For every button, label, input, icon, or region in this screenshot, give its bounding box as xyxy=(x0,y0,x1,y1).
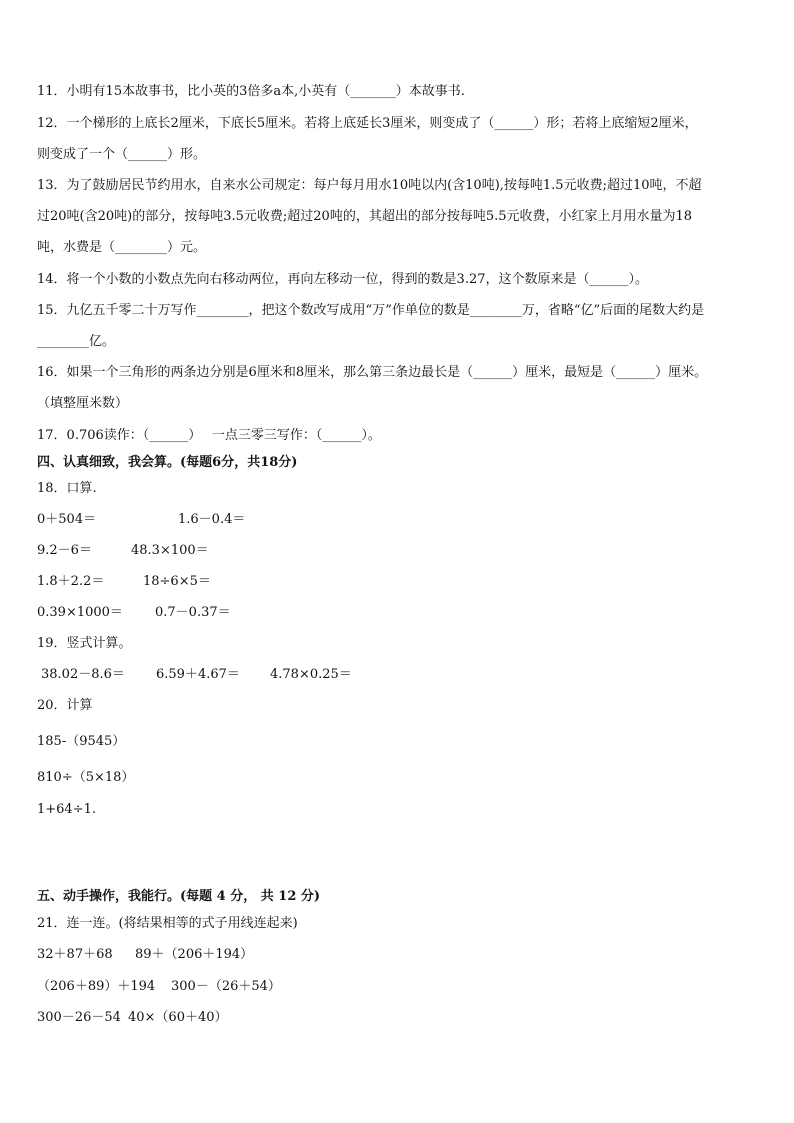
connect-item: 300－（26＋54） xyxy=(171,979,281,994)
question-15-line-1: 15．九亿五千零二十万写作________，把这个数改写成用“万”作单位的数是________万，省略“亿”后面的尾数大约是 xyxy=(37,303,705,318)
question-15-line-2: ________亿。 xyxy=(37,334,116,349)
question-12-line-2: 则变成了一个（______）形。 xyxy=(37,147,207,162)
oral-item: 18÷6×5＝ xyxy=(143,574,211,589)
oral-item: 0.7－0.37＝ xyxy=(155,605,231,620)
connect-item: （206＋89）＋194 xyxy=(37,979,156,994)
question-13-line-2: 过20吨(含20吨)的部分，按每吨3.5元收费;超过20吨的，其超出的部分按每吨5.5元收费，小红家上月用水量为18 xyxy=(37,209,693,224)
calc-item: 1+64÷1. xyxy=(37,802,97,817)
vertical-calc-item: 6.59＋4.67＝ xyxy=(156,667,240,682)
oral-item: 0.39×1000＝ xyxy=(37,605,123,620)
question-12-line-1: 12．一个梯形的上底长2厘米，下底长5厘米。若将上底延长3厘米，则变成了（______）形；若将上底缩短2厘米， xyxy=(37,116,698,131)
section-5-heading: 五、动手操作，我能行。(每题 4 分， 共 12 分) xyxy=(37,889,321,904)
connect-item: 300－26－54 xyxy=(37,1010,121,1025)
calc-item: 185-（9545） xyxy=(37,734,126,749)
question-20: 20．计算 xyxy=(37,698,93,713)
oral-item: 0＋504＝ xyxy=(37,512,97,527)
calc-item: 810÷（5×18） xyxy=(37,770,135,785)
oral-item: 48.3×100＝ xyxy=(131,543,209,558)
question-13-line-3: 吨，水费是（________）元。 xyxy=(37,240,207,255)
connect-item: 40×（60＋40） xyxy=(128,1010,228,1025)
vertical-calc-item: 4.78×0.25＝ xyxy=(270,667,352,682)
oral-item: 9.2－6＝ xyxy=(37,543,92,558)
connect-item: 32＋87＋68 xyxy=(37,947,113,962)
question-13-line-1: 13．为了鼓励居民节约用水，自来水公司规定：每户每月用水10吨以内(含10吨),按每吨1.5元收费;超过10吨，不超 xyxy=(37,178,702,193)
question-17: 17．0.706读作：（______） 一点三零三写作：（______）。 xyxy=(37,428,381,443)
connect-item: 89＋（206＋194） xyxy=(135,947,254,962)
question-18: 18．口算. xyxy=(37,481,97,496)
question-16-line-1: 16．如果一个三角形的两条边分别是6厘米和8厘米，那么第三条边最长是（______）厘米，最短是（______）厘米。 xyxy=(37,365,708,380)
section-4-heading: 四、认真细致，我会算。(每题6分，共18分) xyxy=(37,455,298,470)
oral-item: 1.6－0.4＝ xyxy=(178,512,246,527)
oral-item: 1.8＋2.2＝ xyxy=(37,574,105,589)
question-16-line-2: （填整厘米数） xyxy=(37,396,129,411)
question-21: 21．连一连。(将结果相等的式子用线连起来) xyxy=(37,916,298,931)
question-14: 14．将一个小数的小数点先向右移动两位，再向左移动一位，得到的数是3.27，这个数原来是（______）。 xyxy=(37,272,648,287)
question-19: 19．竖式计算。 xyxy=(37,636,132,651)
question-11: 11．小明有15本故事书，比小英的3倍多a本,小英有（_______）本故事书. xyxy=(37,84,465,99)
vertical-calc-item: 38.02－8.6＝ xyxy=(41,667,125,682)
